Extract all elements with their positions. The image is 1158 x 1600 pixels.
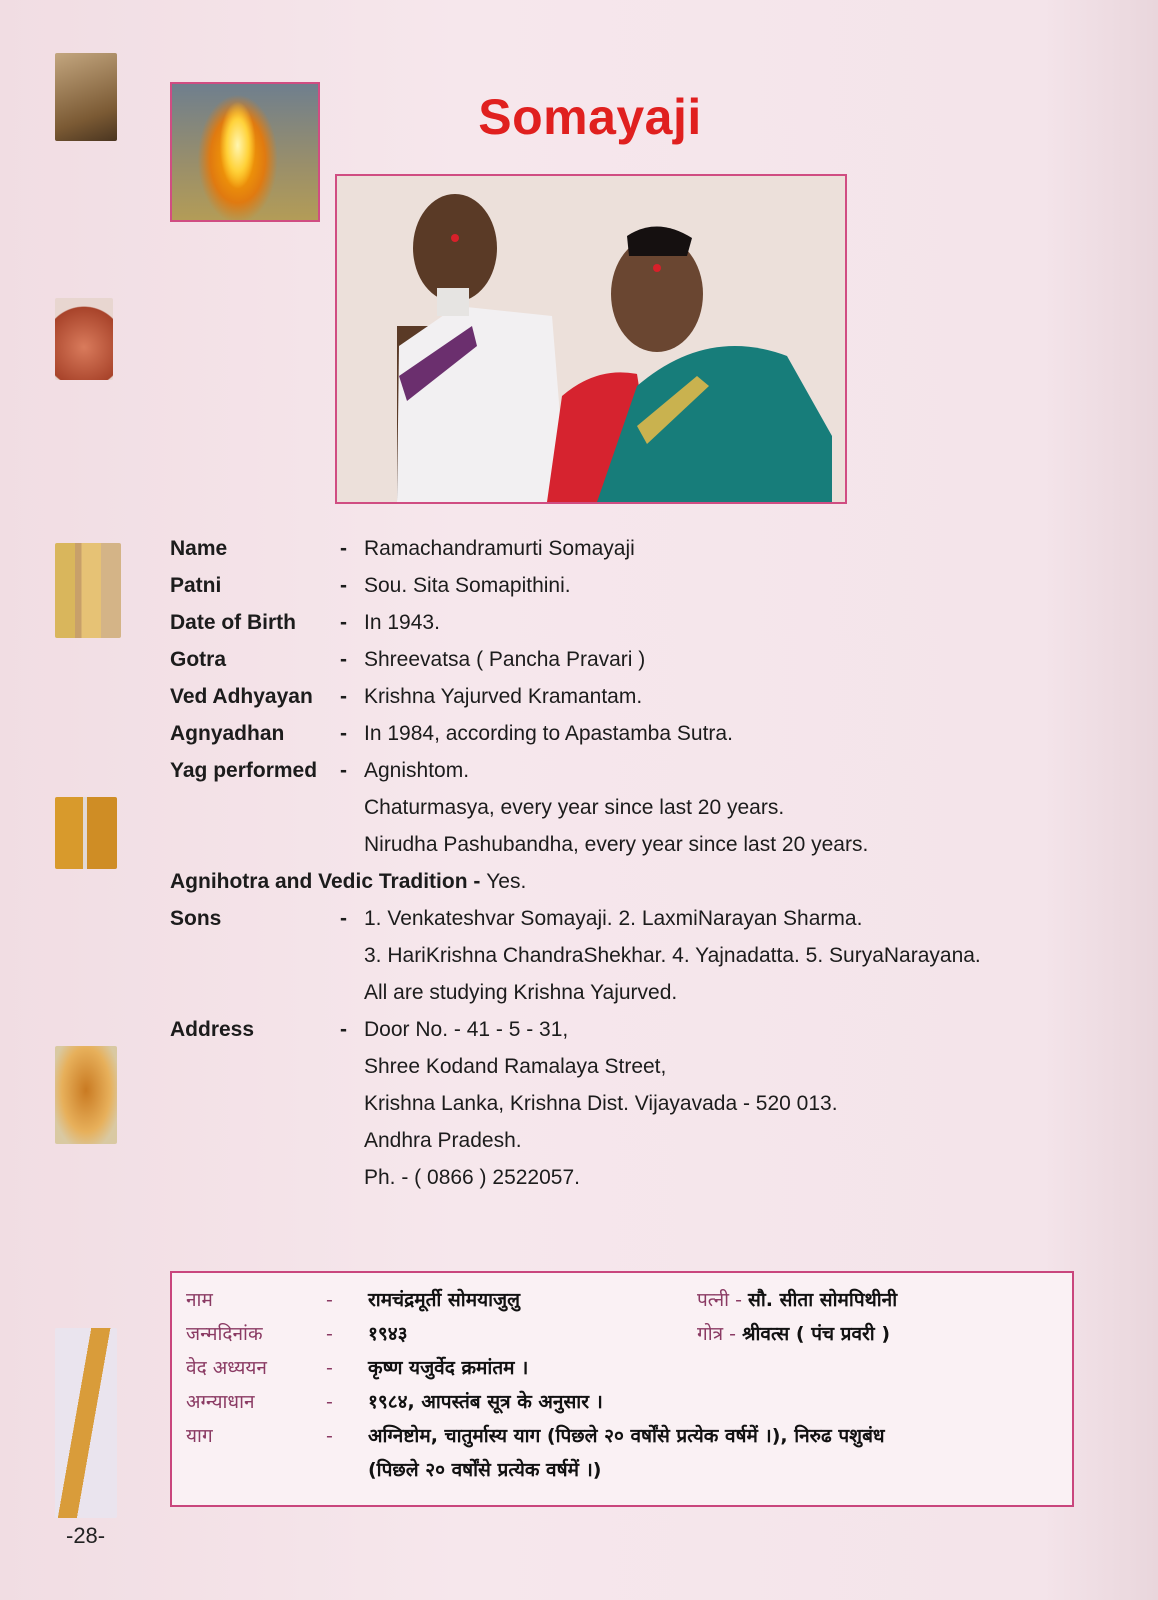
hindi-ved-row: वेद अध्ययन - कृष्ण यजुर्वेद क्रमांतम । bbox=[186, 1357, 529, 1379]
hindi-yag-row: याग - अग्निष्टोम, चातुर्मास्य याग (पिछले २० वर्षोंसे प्रत्येक वर्षमें ।), निरुढ पशुबंध bbox=[186, 1425, 885, 1447]
agnihotra-value: Yes. bbox=[486, 870, 527, 893]
yagna-fire-image bbox=[170, 82, 320, 222]
hindi-summary-box bbox=[170, 1271, 1074, 1507]
address-line: Door No. - 41 - 5 - 31, bbox=[364, 1018, 569, 1041]
gotra-value: Shreevatsa ( Pancha Pravari ) bbox=[364, 648, 646, 671]
address-line: Krishna Lanka, Krishna Dist. Vijayavada - 520 013. bbox=[364, 1092, 838, 1115]
patni-label: Patni bbox=[170, 574, 222, 597]
yag-line: Chaturmasya, every year since last 20 years. bbox=[364, 796, 785, 819]
patni-value: Sou. Sita Somapithini. bbox=[364, 574, 571, 597]
gotra-label: Gotra bbox=[170, 648, 227, 671]
clay-pot-image bbox=[55, 298, 113, 380]
dob-row: Date of Birth - In 1943. bbox=[170, 604, 1090, 641]
agnyadhan-row: Agnyadhan - In 1984, according to Apastamba Sutra. bbox=[170, 715, 1090, 752]
address-line: Andhra Pradesh. bbox=[364, 1129, 522, 1152]
gotra-row: Gotra - Shreevatsa ( Pancha Pravari ) bbox=[170, 641, 1090, 678]
couple-portrait-image bbox=[335, 174, 847, 504]
hindi-name-value: रामचंद्रमूर्ती सोमयाजुलु bbox=[368, 1289, 520, 1311]
address-row: Address - Door No. - 41 - 5 - 31, bbox=[170, 1011, 1090, 1048]
yag-row: Yag performed - Agnishtom. bbox=[170, 752, 1090, 789]
agnyadhan-label: Agnyadhan bbox=[170, 722, 285, 745]
sons-line: All are studying Krishna Yajurved. bbox=[364, 981, 678, 1004]
sons-line: 3. HariKrishna ChandraShekhar. 4. Yajnadatta. 5. SuryaNarayana. bbox=[364, 944, 981, 967]
wooden-sticks-image bbox=[55, 543, 121, 638]
yag-line: Agnishtom. bbox=[364, 759, 470, 782]
yag-label: Yag performed bbox=[170, 759, 318, 782]
dob-label: Date of Birth bbox=[170, 611, 296, 634]
wooden-implements-image bbox=[55, 797, 117, 869]
hindi-agnyadhan-row: अग्न्याधान - १९८४, आपस्तंब सूत्र के अनुसार । bbox=[186, 1391, 603, 1413]
hindi-name-row: नाम - रामचंद्रमूर्ती सोमयाजुलु bbox=[186, 1283, 520, 1317]
page-title: Somayaji bbox=[478, 89, 702, 145]
name-label: Name bbox=[170, 537, 228, 560]
agnyadhan-value: In 1984, according to Apastamba Sutra. bbox=[364, 722, 733, 745]
sons-row: Sons - 1. Venkateshvar Somayaji. 2. LaxmiNarayan Sharma. bbox=[170, 900, 1090, 937]
agnihotra-label: Agnihotra and Vedic Tradition bbox=[170, 870, 468, 893]
dob-value: In 1943. bbox=[364, 611, 440, 634]
name-value: Ramachandramurti Somayaji bbox=[364, 537, 635, 560]
agnihotra-row: Agnihotra and Vedic Tradition - Yes. bbox=[170, 870, 527, 893]
name-row: Name - Ramachandramurti Somayaji bbox=[170, 530, 1090, 567]
ved-label: Ved Adhyayan bbox=[170, 685, 313, 708]
page-number: -28- bbox=[66, 1523, 106, 1548]
address-label: Address bbox=[170, 1018, 255, 1041]
hindi-yag-continued: (पिछले २० वर्षोंसे प्रत्येक वर्षमें ।) bbox=[368, 1459, 602, 1481]
wooden-ladle-image bbox=[55, 1328, 117, 1518]
hindi-gotra-row: गोत्र - श्रीवत्स ( पंच प्रवरी ) bbox=[697, 1323, 891, 1345]
ved-value: Krishna Yajurved Kramantam. bbox=[364, 685, 643, 708]
patni-row: Patni - Sou. Sita Somapithini. bbox=[170, 567, 1090, 604]
phone-line: Ph. - ( 0866 ) 2522057. bbox=[364, 1166, 580, 1189]
biodata-section bbox=[170, 530, 1090, 1196]
sons-label: Sons bbox=[170, 907, 222, 930]
address-line: Shree Kodand Ramalaya Street, bbox=[364, 1055, 667, 1078]
hindi-patni-row: पत्नी - सौ. सीता सोमपिथीनी bbox=[697, 1289, 898, 1311]
yag-line: Nirudha Pashubandha, every year since last 20 years. bbox=[364, 833, 869, 856]
ved-row: Ved Adhyayan - Krishna Yajurved Kramantam. bbox=[170, 678, 1090, 715]
wooden-vessel-image bbox=[55, 1046, 117, 1144]
sons-line: 1. Venkateshvar Somayaji. 2. LaxmiNarayan Sharma. bbox=[364, 907, 863, 930]
wooden-stool-image bbox=[55, 53, 117, 141]
hindi-dob-row: जन्मदिनांक - १९४३ bbox=[186, 1323, 408, 1345]
